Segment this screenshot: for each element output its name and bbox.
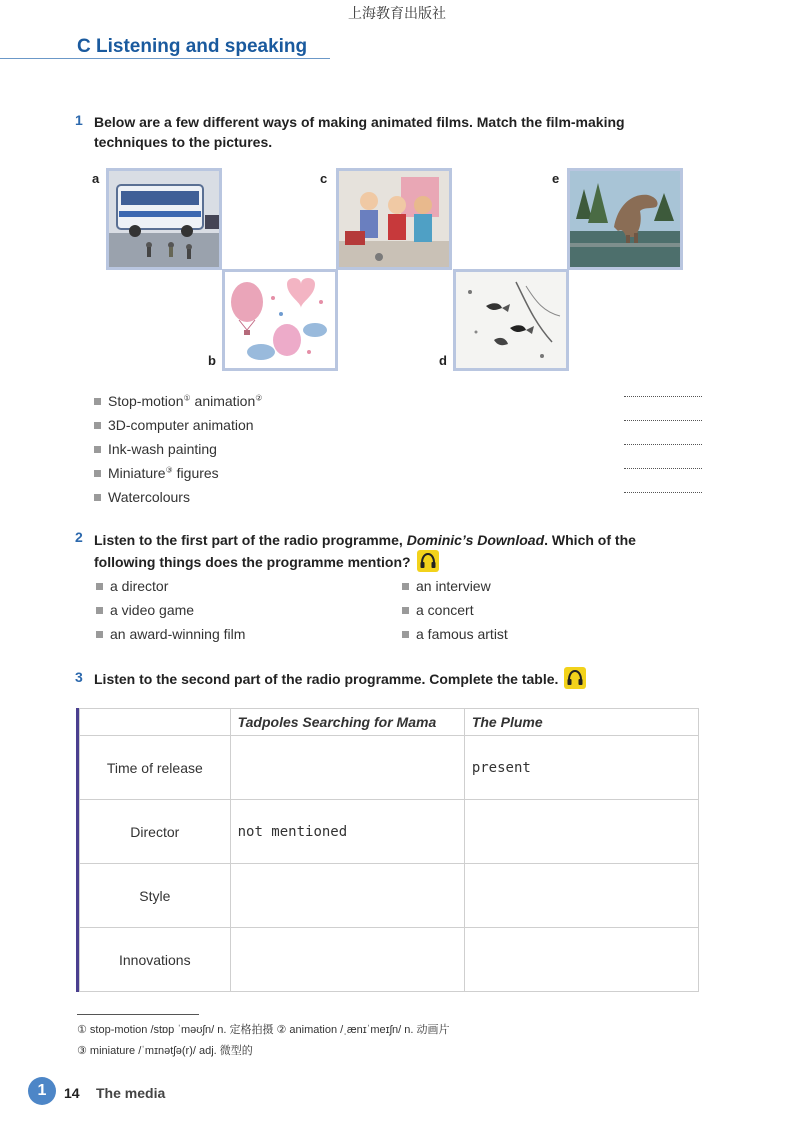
picture-a-miniature-bus — [106, 168, 222, 270]
bullet-square-icon — [94, 494, 101, 501]
bullet-square-icon — [94, 422, 101, 429]
question-text: Listen to the first part of the radio programme, Dominic’s Download. Which of the following things does the programme mention? — [94, 529, 669, 574]
answer-cell[interactable] — [230, 928, 464, 992]
bullet-square-icon — [96, 583, 103, 590]
bullet-square-icon — [402, 607, 409, 614]
answer-cell[interactable] — [464, 800, 698, 864]
page-number: 14 — [64, 1085, 80, 1101]
bullet-square-icon — [96, 631, 103, 638]
picture-label-d: d — [439, 353, 447, 368]
answer-cell[interactable]: not mentioned — [230, 800, 464, 864]
bullet-square-icon — [402, 583, 409, 590]
answer-cell[interactable] — [230, 864, 464, 928]
answer-blank[interactable] — [624, 444, 702, 445]
bullet-square-icon — [94, 470, 101, 477]
list-item: a director — [96, 578, 168, 594]
answer-table — [79, 708, 699, 992]
question-number: 2 — [75, 529, 83, 545]
picture-label-b: b — [208, 353, 216, 368]
bullet-square-icon — [94, 398, 101, 405]
list-item: 3D-computer animation — [94, 417, 254, 433]
question-text: Listen to the second part of the radio programme. Complete the table. — [94, 669, 669, 691]
picture-e-3d-dinosaur — [567, 168, 683, 270]
question-text: Below are a few different ways of making animated films. Match the film-making techniques to the pictures. — [94, 114, 625, 150]
list-item: an award-winning film — [96, 626, 245, 642]
picture-c-clay-figures — [336, 168, 452, 270]
list-item: Watercolours — [94, 489, 190, 505]
footnote-rule — [77, 1014, 199, 1015]
column-header: The Plume — [464, 709, 698, 736]
section-title: C Listening and speaking — [77, 36, 308, 57]
table-row — [80, 800, 699, 864]
table-corner-cell — [80, 709, 231, 736]
headphone-icon[interactable] — [564, 667, 586, 689]
question-number: 1 — [75, 112, 83, 128]
list-item: a concert — [402, 602, 474, 618]
bullet-square-icon — [94, 446, 101, 453]
picture-b-watercolour — [222, 269, 338, 371]
table-header-row — [80, 709, 699, 736]
list-item: Stop-motion① animation② — [94, 393, 262, 409]
list-item: Ink-wash painting — [94, 441, 217, 457]
list-item: an interview — [402, 578, 491, 594]
table-row — [80, 736, 699, 800]
table-row — [80, 928, 699, 992]
picture-label-c: c — [320, 171, 328, 186]
unit-badge: 1 — [28, 1077, 56, 1105]
question-number: 3 — [75, 669, 83, 685]
picture-label-a: a — [92, 171, 100, 186]
picture-label-e: e — [552, 171, 560, 186]
list-item: a famous artist — [402, 626, 508, 642]
bullet-square-icon — [402, 631, 409, 638]
table-row — [80, 864, 699, 928]
list-item: Miniature③ figures — [94, 465, 219, 481]
footnote-line: ③ miniature /ˈmɪnətʃə(r)/ adj. 微型的 — [77, 1045, 253, 1057]
bullet-square-icon — [96, 607, 103, 614]
row-label: Director — [80, 800, 231, 864]
answer-cell[interactable]: present — [464, 736, 698, 800]
list-item: a video game — [96, 602, 194, 618]
answer-blank[interactable] — [624, 492, 702, 493]
answer-cell[interactable] — [464, 928, 698, 992]
column-header: Tadpoles Searching for Mama — [230, 709, 464, 736]
row-label: Innovations — [80, 928, 231, 992]
publisher-name: 上海教育出版社 — [348, 6, 446, 22]
picture-d-ink-wash — [453, 269, 569, 371]
answer-blank[interactable] — [624, 396, 702, 397]
title-underline — [0, 58, 330, 59]
row-label: Style — [80, 864, 231, 928]
answer-cell[interactable] — [464, 864, 698, 928]
unit-title: The media — [96, 1085, 166, 1101]
row-label: Time of release — [80, 736, 231, 800]
answer-blank[interactable] — [624, 468, 702, 469]
headphone-icon[interactable] — [417, 550, 439, 572]
answer-cell[interactable] — [230, 736, 464, 800]
answer-blank[interactable] — [624, 420, 702, 421]
footnote-line: ① stop-motion /stɒp ˈməʊʃn/ n. 定格拍摄 ② animation /ˌænɪˈmeɪʃn/ n. 动画片 — [77, 1024, 450, 1036]
